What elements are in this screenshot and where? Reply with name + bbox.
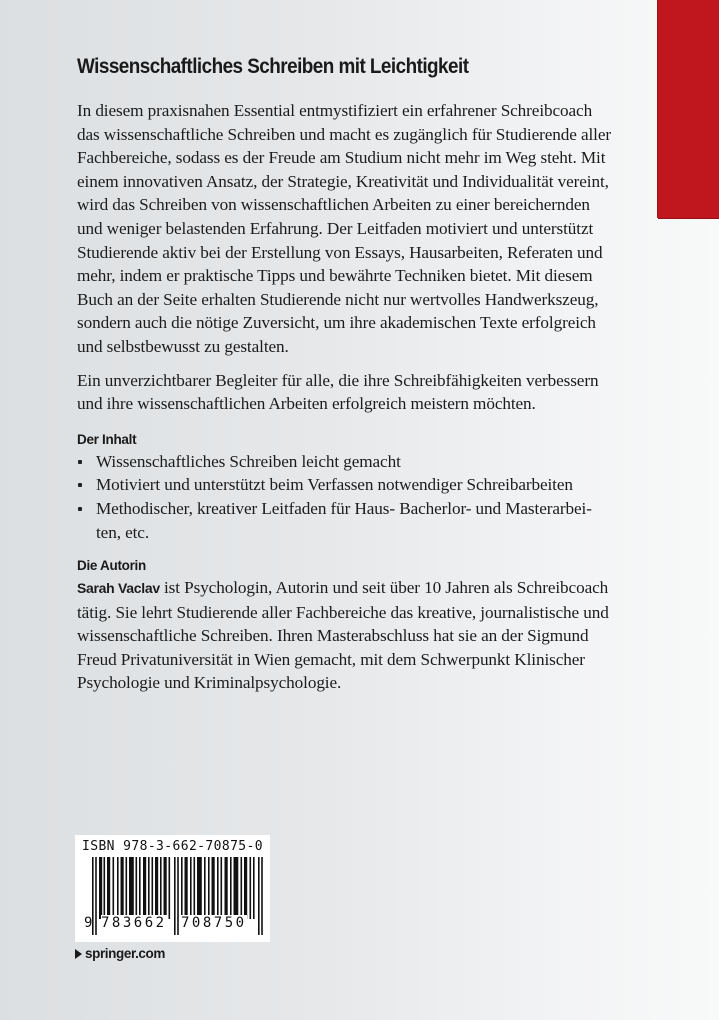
contents-list <box>77 450 637 544</box>
intro-paragraph <box>77 99 637 359</box>
bullet-icon <box>78 507 82 511</box>
author-bio <box>77 576 637 695</box>
text-line: Psychologie und Kriminalpsychologie. <box>77 673 342 693</box>
list-item <box>77 473 637 497</box>
text-line: einem innovativen Ansatz, der Strategie, Kreativität und Individualität vereint, <box>77 171 609 191</box>
bullet-icon <box>78 460 82 464</box>
author-heading: Die Autorin <box>77 558 146 574</box>
text-line <box>77 576 637 601</box>
bullet-icon <box>78 483 82 487</box>
list-item-text: ten, etc. <box>96 522 150 542</box>
play-triangle-icon <box>75 949 82 959</box>
contents-heading: Der Inhalt <box>77 431 137 447</box>
text-line: Freud Privatuniversität in Wien gemacht, mit dem Schwerpunkt Klinischer <box>77 649 585 669</box>
red-accent-bar <box>658 0 719 218</box>
text-line: Ein unverzichtbarer Begleiter für alle, die ihre Schreibfähigkeiten verbessern <box>77 370 599 390</box>
text-line: wissenschaftliche Schreiben. Ihren Masterabschluss hat sie an der Sigmund <box>77 626 589 646</box>
text-line: In diesem praxisnahen Essential entmystifiziert ein erfahrener Schreibcoach <box>77 101 593 120</box>
list-item <box>77 450 637 474</box>
back-cover-content <box>77 52 637 705</box>
text-line: und selbstbewusst zu gestalten. <box>77 336 289 356</box>
list-item <box>77 497 637 544</box>
barcode-digits-right: 708750 <box>181 915 247 931</box>
list-item-text: Wissenschaftliches Schreiben leicht gemacht <box>96 451 401 471</box>
text-line: und weniger belastenden Erfahrung. Der Leitfaden motiviert und unterstützt <box>77 218 594 238</box>
isbn-barcode <box>75 835 270 942</box>
text-line: tätig. Sie lehrt Studierende aller Fachbereiche das kreative, journalistische und <box>77 602 609 622</box>
summary-paragraph <box>77 369 637 416</box>
text-line: und ihre wissenschaftlichen Arbeiten erfolgreich meistern möchten. <box>77 394 536 414</box>
text-line: das wissenschaftliche Schreiben und macht es zugänglich für Studierende aller <box>77 124 612 144</box>
barcode-digit-first: 9 <box>84 915 93 931</box>
author-name: Sarah Vaclav <box>77 580 160 597</box>
text-line: wird das Schreiben von wissenschaftlichen Arbeiten zu einer bereichernden <box>77 195 590 215</box>
text-line: Studierende aktiv bei der Erstellung von Essays, Hausarbeiten, Referaten und <box>77 242 603 262</box>
barcode-digits-left: 783662 <box>101 915 167 931</box>
text-line: mehr, indem er praktische Tipps und bewährte Techniken bietet. Mit diesem <box>77 266 593 286</box>
text-line: Buch an der Seite erhalten Studierende nicht nur wertvolles Handwerkszeug, <box>77 289 599 309</box>
text-line: Fachbereiche, sodass es der Freude am Studium nicht mehr im Weg steht. Mit <box>77 148 606 168</box>
author-bio-start: ist Psychologin, Autorin und seit über 10 Jahren als Schreibcoach <box>159 578 609 598</box>
springer-link[interactable] <box>75 946 165 961</box>
list-item-text: Methodischer, kreativer Leitfaden für Haus- Bacherlor- und Masterarbei- <box>96 498 592 518</box>
isbn-label: ISBN 978-3-662-70875-0 <box>82 839 263 854</box>
text-line: sondern auch die nötige Zuversicht, um ihre akademischen Texte erfolgreich <box>77 313 596 333</box>
list-item-text: Motiviert und unterstützt beim Verfassen notwendiger Schreibarbeiten <box>96 475 573 495</box>
springer-link-label: springer.com <box>85 946 165 961</box>
book-title: Wissenschaftliches Schreiben mit Leichtigkeit <box>77 55 469 78</box>
